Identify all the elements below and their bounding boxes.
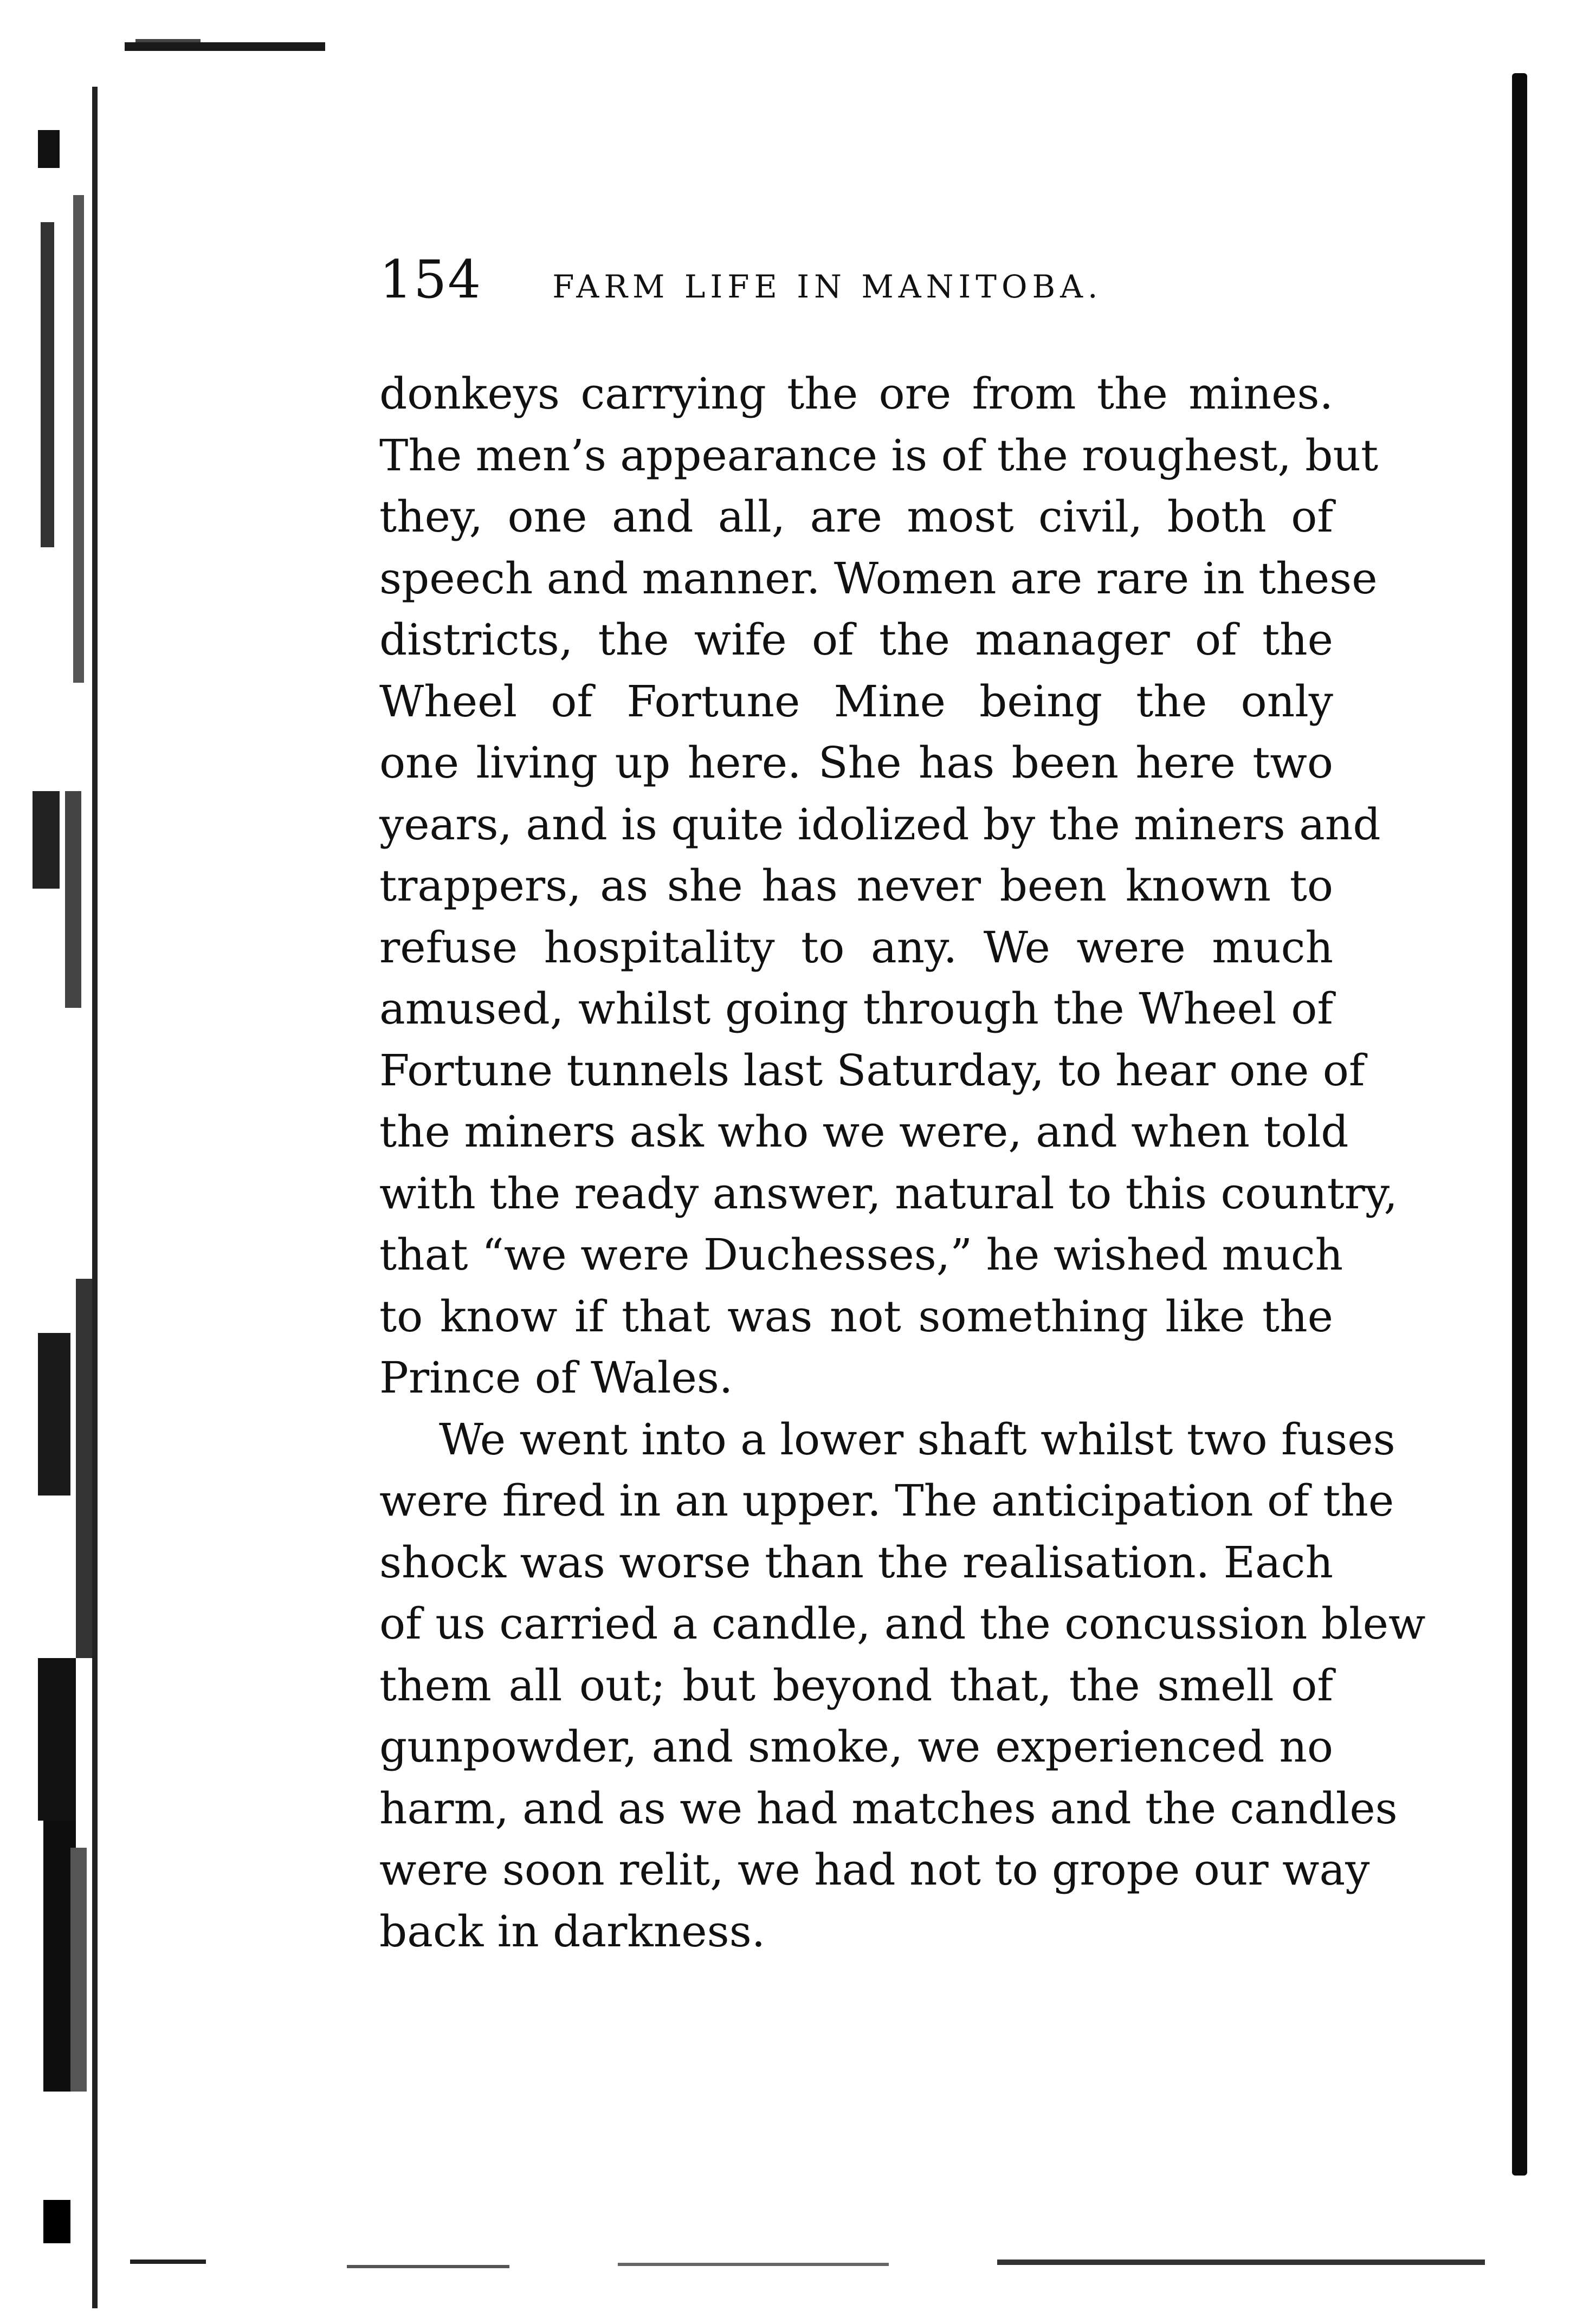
text-line: harm, and as we had matches and the candles bbox=[379, 1783, 1398, 1834]
text-line: donkeys carrying the ore from the mines. bbox=[379, 368, 1333, 419]
text-line: Prince of Wales. bbox=[379, 1352, 733, 1403]
paragraph bbox=[379, 363, 1398, 1409]
text-line: We went into a lower shaft whilst two fuses bbox=[439, 1414, 1395, 1465]
body-text bbox=[379, 363, 1426, 1962]
text-line: amused, whilst going through the Wheel of bbox=[379, 983, 1333, 1034]
scan-bottom-noise bbox=[130, 2243, 1517, 2292]
scan-smudge-top bbox=[125, 38, 325, 54]
text-line: refuse hospitality to any. We were much bbox=[379, 922, 1333, 973]
running-head bbox=[379, 249, 1311, 314]
scan-gutter-noise bbox=[22, 87, 130, 2308]
text-line: shock was worse than the realisation. Each bbox=[379, 1537, 1333, 1588]
running-title: FARM LIFE IN MANITOBA. bbox=[552, 268, 1103, 305]
text-line: of us carried a candle, and the concussion blew bbox=[379, 1598, 1426, 1649]
text-line: years, and is quite idolized by the miners and bbox=[379, 799, 1381, 850]
text-line: that “we were Duchesses,” he wished much bbox=[379, 1229, 1343, 1280]
text-line: they, one and all, are most civil, both of bbox=[379, 491, 1333, 542]
text-line: The men’s appearance is of the roughest, but bbox=[379, 430, 1379, 481]
text-line: to know if that was not something like the bbox=[379, 1291, 1333, 1342]
scan-edge-rule bbox=[1512, 73, 1527, 2176]
text-line: were soon relit, we had not to grope our way bbox=[379, 1844, 1370, 1895]
text-line: districts, the wife of the manager of the bbox=[379, 614, 1333, 665]
page-number: 154 bbox=[379, 249, 482, 310]
text-line: Wheel of Fortune Mine being the only bbox=[379, 676, 1333, 727]
text-line: them all out; but beyond that, the smell of bbox=[379, 1660, 1333, 1711]
text-line: were fired in an upper. The anticipation of the bbox=[379, 1475, 1394, 1526]
text-line: speech and manner. Women are rare in these bbox=[379, 553, 1378, 604]
text-line: trappers, as she has never been known to bbox=[379, 860, 1333, 911]
text-line: one living up here. She has been here two bbox=[379, 737, 1333, 788]
text-line: gunpowder, and smoke, we experienced no bbox=[379, 1721, 1333, 1772]
paragraph bbox=[379, 1409, 1426, 1963]
text-line: Fortune tunnels last Saturday, to hear one of bbox=[379, 1045, 1365, 1096]
text-line: back in darkness. bbox=[379, 1906, 766, 1957]
text-line: with the ready answer, natural to this country, bbox=[379, 1168, 1398, 1219]
text-line: the miners ask who we were, and when told bbox=[379, 1106, 1349, 1157]
